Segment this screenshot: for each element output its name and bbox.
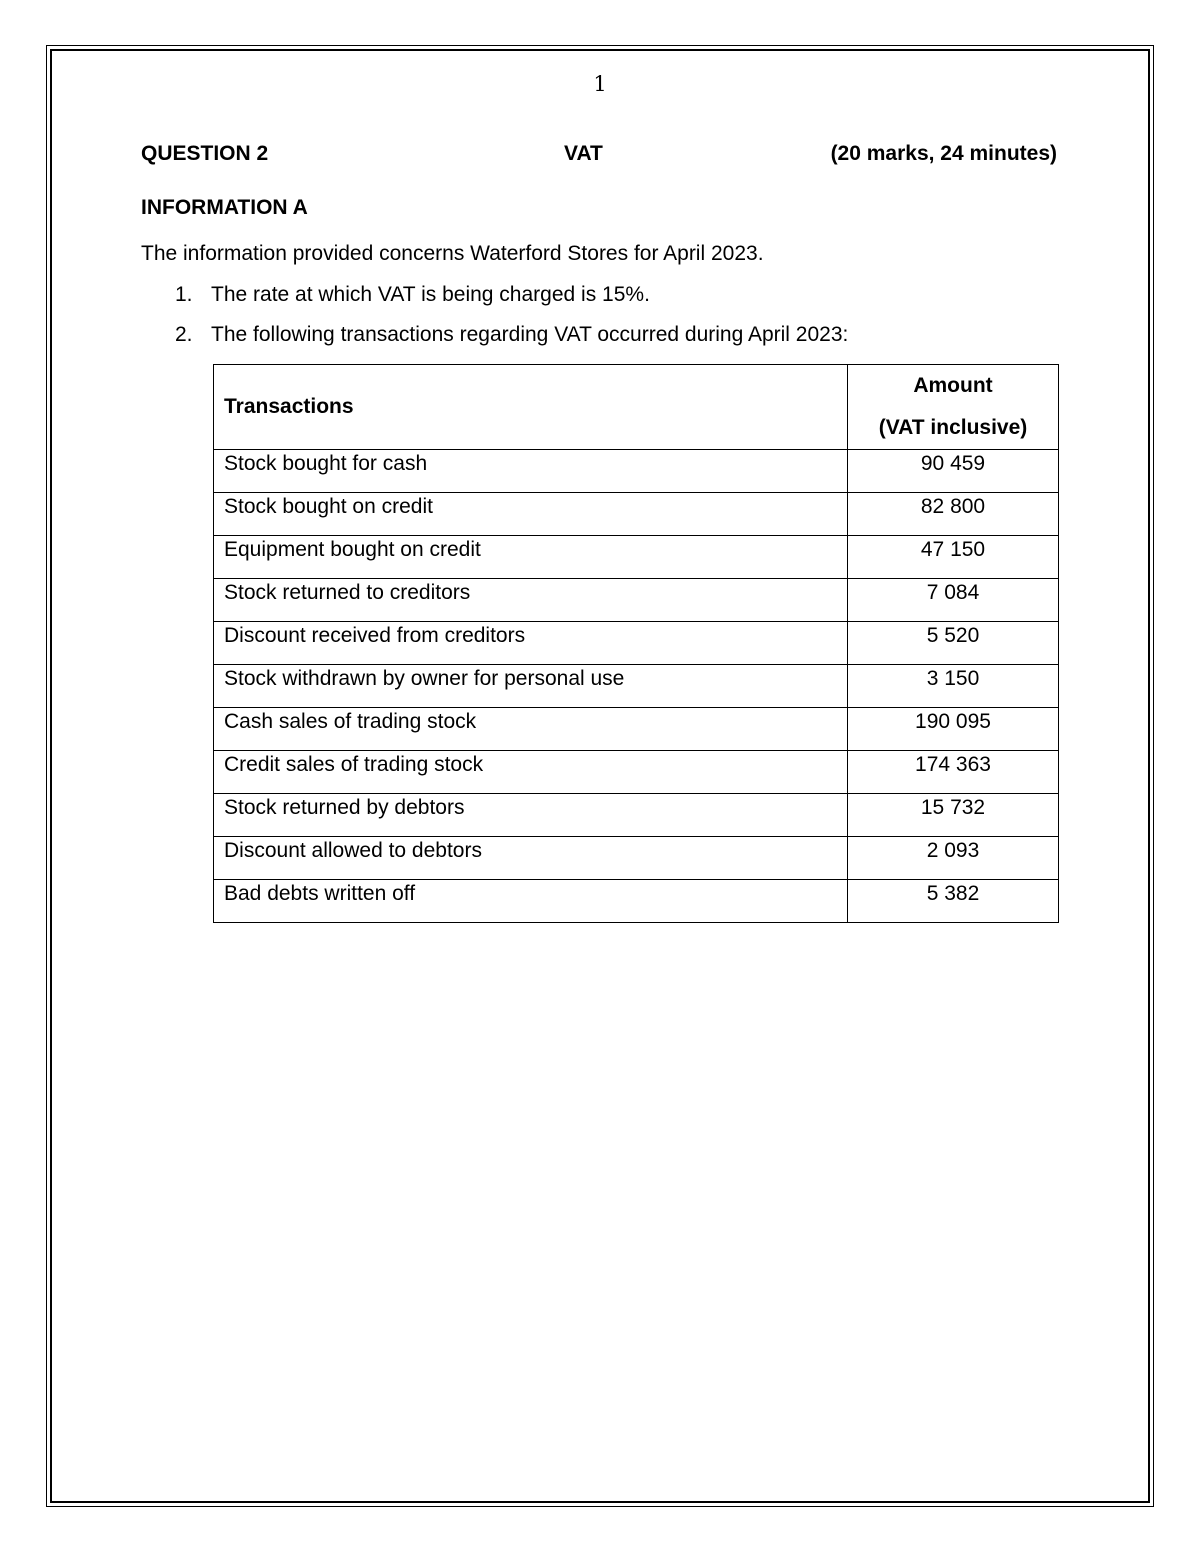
transaction-amount: 5 382 bbox=[848, 880, 1059, 923]
transaction-label: Stock withdrawn by owner for personal use bbox=[214, 665, 848, 708]
transactions-table bbox=[213, 364, 1059, 923]
table-row bbox=[214, 622, 1059, 665]
table-row bbox=[214, 708, 1059, 751]
transaction-amount: 5 520 bbox=[848, 622, 1059, 665]
transaction-label: Stock bought for cash bbox=[214, 450, 848, 493]
transaction-amount: 3 150 bbox=[848, 665, 1059, 708]
table-row bbox=[214, 536, 1059, 579]
table-row bbox=[214, 665, 1059, 708]
transaction-amount: 82 800 bbox=[848, 493, 1059, 536]
question-marks: (20 marks, 24 minutes) bbox=[830, 142, 1057, 165]
question-topic: VAT bbox=[564, 142, 603, 165]
list-item bbox=[175, 323, 848, 347]
transaction-amount: 2 093 bbox=[848, 837, 1059, 880]
table-header-row bbox=[214, 365, 1059, 450]
question-header bbox=[141, 142, 1057, 172]
table-row bbox=[214, 579, 1059, 622]
transaction-amount: 190 095 bbox=[848, 708, 1059, 751]
table-row bbox=[214, 880, 1059, 923]
table-row bbox=[214, 751, 1059, 794]
question-title: QUESTION 2 bbox=[141, 142, 269, 165]
header-amount-line1: Amount bbox=[913, 374, 993, 397]
transaction-amount: 7 084 bbox=[848, 579, 1059, 622]
transaction-label: Credit sales of trading stock bbox=[214, 751, 848, 794]
table-row bbox=[214, 837, 1059, 880]
table-row bbox=[214, 450, 1059, 493]
transaction-amount: 174 363 bbox=[848, 751, 1059, 794]
transaction-amount: 15 732 bbox=[848, 794, 1059, 837]
transaction-amount: 47 150 bbox=[848, 536, 1059, 579]
transaction-label: Discount allowed to debtors bbox=[214, 837, 848, 880]
intro-paragraph: The information provided concerns Waterford Stores for April 2023. bbox=[141, 242, 764, 265]
transaction-amount: 90 459 bbox=[848, 450, 1059, 493]
list-item-number: 2. bbox=[175, 323, 193, 346]
header-amount-line2: (VAT inclusive) bbox=[878, 416, 1028, 439]
transaction-label: Stock bought on credit bbox=[214, 493, 848, 536]
transaction-label: Discount received from creditors bbox=[214, 622, 848, 665]
page-number: 1 bbox=[593, 72, 607, 96]
transaction-label: Cash sales of trading stock bbox=[214, 708, 848, 751]
list-item bbox=[175, 283, 650, 307]
transaction-label: Stock returned by debtors bbox=[214, 794, 848, 837]
transaction-label: Bad debts written off bbox=[214, 880, 848, 923]
information-heading: INFORMATION A bbox=[141, 196, 308, 219]
transaction-label: Equipment bought on credit bbox=[214, 536, 848, 579]
table-row bbox=[214, 493, 1059, 536]
list-item-text: The following transactions regarding VAT occurred during April 2023: bbox=[211, 323, 849, 346]
table-row bbox=[214, 794, 1059, 837]
list-item-number: 1. bbox=[175, 283, 193, 306]
transaction-label: Stock returned to creditors bbox=[214, 579, 848, 622]
header-amount bbox=[848, 365, 1059, 450]
list-item-text: The rate at which VAT is being charged is 15%. bbox=[211, 283, 650, 306]
header-transactions: Transactions bbox=[214, 365, 848, 450]
